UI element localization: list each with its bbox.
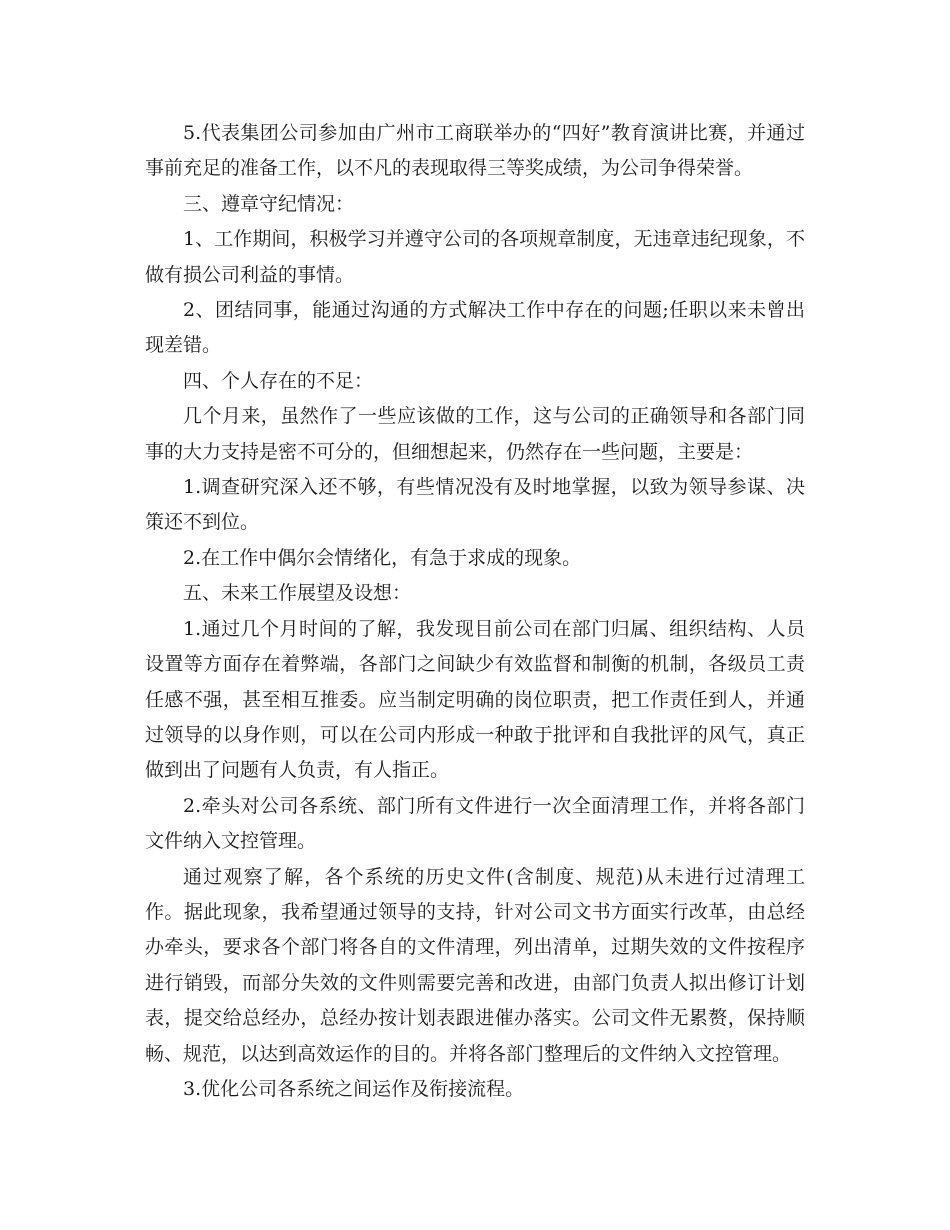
- paragraph-discipline-1: 1、工作期间，积极学习并遵守公司的各项规章制度，无违章违纪现象，不做有损公司利益的事情。: [145, 228, 805, 286]
- document-body: [145, 116, 805, 1107]
- paragraph-outlook-2: 2.牵头对公司各系统、部门所有文件进行一次全面清理工作，并将各部门文件纳入文控管理。: [145, 794, 805, 853]
- paragraph-shortcomings-intro: 几个月来，虽然作了一些应该做的工作，这与公司的正确领导和各部门同事的大力支持是密不可分的，但细想起来，仍然存在一些问题，主要是：: [145, 405, 805, 463]
- paragraph-award: 5.代表集团公司参加由广州市工商联举办的“四好”教育演讲比赛，并通过事前充足的准备工作，以不凡的表现取得三等奖成绩，为公司争得荣誉。: [145, 122, 805, 180]
- heading-outlook: 五、未来工作展望及设想：: [183, 582, 412, 605]
- heading-discipline: 三、遵章守纪情况：: [183, 192, 355, 215]
- heading-shortcomings: 四、个人存在的不足：: [183, 369, 374, 392]
- paragraph-outlook-2-detail: 通过观察了解，各个系统的历史文件(含制度、规范)从未进行过清理工作。据此现象，我希望通过领导的支持，针对公司文书方面实行改革，由总经办牵头，要求各个部门将各自的文件清理，列出清单，过期失效的文件按程序进行销毁，而部分失效的文件则需要完善和改进，由部门负责人拟出修订计划表，提交给总经办，总经办按计划表跟进催办落实。公司文件无累赘，保持顺畅、规范，以达到高效运作的目的。并将各部门整理后的文件纳入文控管理。: [145, 865, 805, 1065]
- paragraph-shortcoming-1: 1.调查研究深入还不够，有些情况没有及时地掌握，以致为领导参谋、决策还不到位。: [145, 476, 805, 534]
- paragraph-discipline-2: 2、团结同事，能通过沟通的方式解决工作中存在的问题;任职以来未曾出现差错。: [145, 299, 805, 357]
- paragraph-shortcoming-2: 2.在工作中偶尔会情绪化，有急于求成的现象。: [183, 546, 582, 569]
- paragraph-outlook-1: 1.通过几个月时间的了解，我发现目前公司在部门归属、组织结构、人员设置等方面存在着弊端，各部门之间缺少有效监督和制衡的机制，各级员工责任感不强，甚至相互推委。应当制定明确的岗位职责，把工作责任到人，并通过领导的以身作则，可以在公司内形成一种敢于批评和自我批评的风气，真正做到出了问题有人负责，有人指正。: [145, 617, 805, 782]
- paragraph-outlook-3: 3.优化公司各系统之间运作及衔接流程。: [183, 1077, 525, 1100]
